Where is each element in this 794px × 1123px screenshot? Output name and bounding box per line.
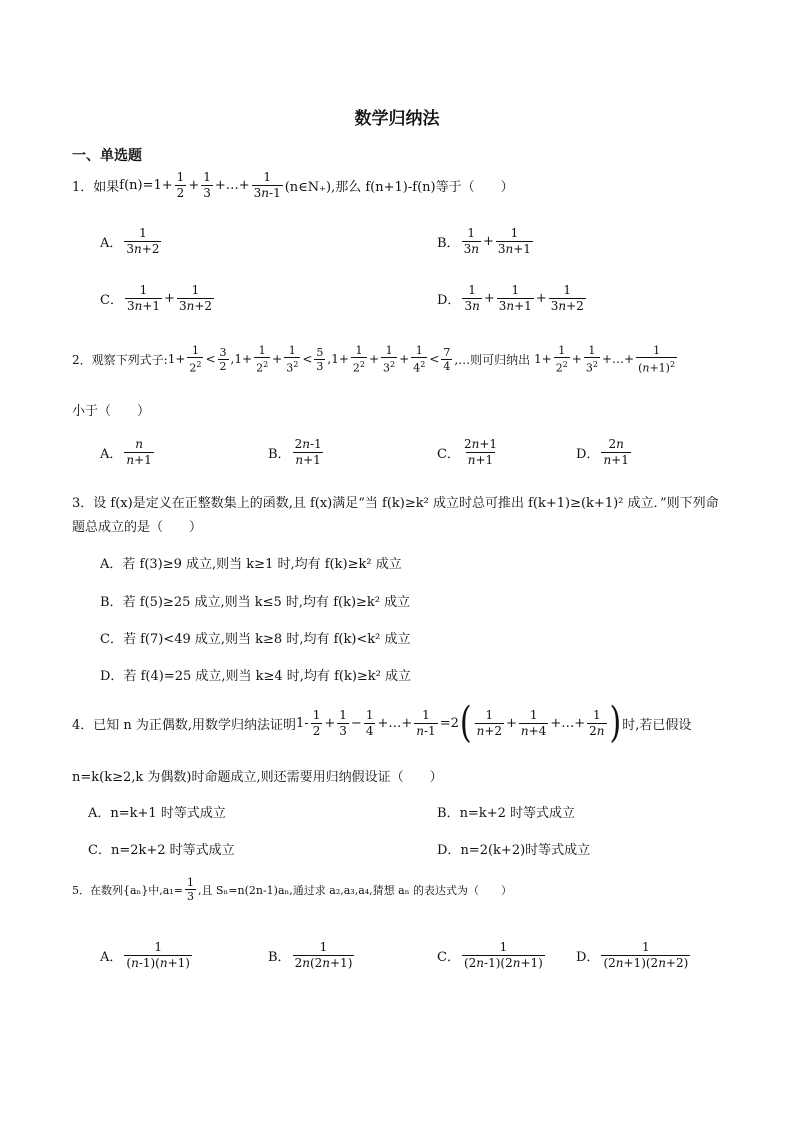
q4-tail: 时,若已假设 — [622, 718, 692, 733]
q2-tail: ,…则可归纳出 — [454, 352, 531, 367]
q2-prefix: 2．观察下列式子: — [72, 352, 168, 367]
q5-prefix: 5．在数列{aₙ}中,a₁= — [72, 883, 183, 897]
section-heading: 一、单选题 — [72, 148, 142, 164]
q3-option-b[interactable]: B．若 f(5)≥25 成立,则当 k≤5 时,均有 f(k)≥k² 成立 — [100, 595, 411, 610]
q4-option-d[interactable]: D．n=2(k+2)时等式成立 — [437, 843, 591, 858]
q5-option-d[interactable]: D． $\frac{1}{(2n+1)(2n+2)}$ — [576, 940, 689, 970]
q2-option-b[interactable]: B． $\frac{2n-1}{n+1}$ — [268, 437, 322, 467]
q1-option-c[interactable]: C． $\frac{1}{3n+1}$ + $\frac{1}{3n+2}$ — [100, 283, 213, 313]
q1-option-b[interactable]: B． $\frac{1}{3n}$ + $\frac{1}{3n+1}$ — [437, 226, 531, 256]
q4-line2: n=k(k≥2,k 为偶数)时命题成立,则还需要用归纳假设证（ ） — [72, 770, 443, 785]
q4-option-c[interactable]: C．n=2k+2 时等式成立 — [88, 843, 235, 858]
q2-line2: 小于（ ） — [72, 404, 151, 419]
q1-expr-head: f(n)=1+ — [119, 178, 173, 193]
q5-option-a[interactable]: A． $\frac{1}{(n-1)(n+1)}$ — [100, 940, 190, 970]
question-4: 4．已知 n 为正偶数,用数学归纳法证明 1- $\frac{1}{2}$ + $\frac{1}{3}$ − $\frac{1}{4}$ +…+ $\frac{1}{n-1}$ =2 ( $\frac{1}{n+2}$ + $\frac{1}{n+4}$ +…+ $\frac{1}{2n}$ ) 时,若已假设 — [72, 698, 692, 748]
page-title: 数学归纳法 — [354, 109, 440, 129]
q2-option-c[interactable]: C． $\frac{2n+1}{n+1}$ — [437, 437, 498, 467]
question-1: 1．如果 f(n)=1+ $\frac{1}{2}$ + $\frac{1}{3}$ +…+ $\frac{1}{3n-1}$ (n∈N₊),那么 f(n+1)-f(n)等于（ ） — [72, 170, 514, 200]
q3-line2: 题总成立的是（ ） — [72, 520, 203, 535]
q1-option-d[interactable]: D． $\frac{1}{3n}$ + $\frac{1}{3n+1}$ + $\frac{1}{3n+2}$ — [437, 283, 584, 313]
q3-line1: 3．设 f(x)是定义在正整数集上的函数,且 f(x)满足“当 f(k)≥k² 成立时总可推出 f(k+1)≥(k+1)² 成立．”则下列命 — [72, 496, 719, 511]
question-2: 2．观察下列式子: 1+ $\frac{1}{2^2}$ < $\frac{3}{2}$ ,1+ $\frac{1}{2^2}$ + $\frac{1}{3^2}$ < $\frac{5}{3}$ ,1+ $\frac{1}{2^2}$ + $\frac{1}{3^2}$ + $\frac{1}{4^2}$ < $\frac{7}{4}$ ,…则可归纳出 1+ $\frac{1}{2^2}$ + $\frac{1}{3^2}$ +…+ $\frac{1}{(n+1)^2}$ — [72, 344, 676, 375]
q1-tail: (n∈N₊),那么 f(n+1)-f(n)等于（ ） — [284, 180, 514, 195]
q4-prefix: 4．已知 n 为正偶数,用数学归纳法证明 — [72, 718, 297, 733]
q5-option-b[interactable]: B． $\frac{1}{2n(2n+1)}$ — [268, 940, 353, 970]
q1-prefix: 1．如果 — [72, 180, 120, 195]
question-5: 5．在数列{aₙ}中,a₁= $\frac{1}{3}$ ,且 Sₙ=n(2n-1)aₙ,通过求 a₂,a₃,a₄,猜想 aₙ 的表达式为（ ） — [72, 876, 512, 903]
q3-option-d[interactable]: D．若 f(4)=25 成立,则当 k≥4 时,均有 f(k)≥k² 成立 — [100, 669, 412, 684]
q5-tail: ,且 Sₙ=n(2n-1)aₙ,通过求 a₂,a₃,a₄,猜想 aₙ 的表达式为（ ） — [198, 883, 512, 897]
q3-option-a[interactable]: A．若 f(3)≥9 成立,则当 k≥1 时,均有 f(k)≥k² 成立 — [100, 557, 402, 572]
q5-option-c[interactable]: C． $\frac{1}{(2n-1)(2n+1)}$ — [437, 940, 543, 970]
q4-option-b[interactable]: B．n=k+2 时等式成立 — [437, 806, 576, 821]
q2-option-a[interactable]: A． $\frac{n}{n+1}$ — [100, 437, 152, 467]
q4-option-a[interactable]: A．n=k+1 时等式成立 — [88, 806, 226, 821]
q1-option-a[interactable]: A． $\frac{1}{3n+2}$ — [100, 226, 160, 256]
q3-option-c[interactable]: C．若 f(7)<49 成立,则当 k≥8 时,均有 f(k)<k² 成立 — [100, 632, 411, 647]
q2-option-d[interactable]: D． $\frac{2n}{n+1}$ — [576, 437, 629, 467]
